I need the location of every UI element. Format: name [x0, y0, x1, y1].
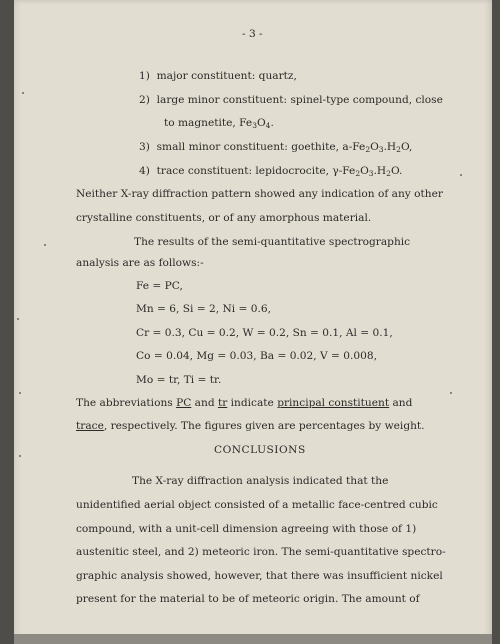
text-run: The abbreviations [76, 397, 177, 409]
paper-speck [460, 174, 462, 176]
paragraph-line: analysis are as follows:- [76, 257, 204, 269]
formula-part: O [256, 117, 266, 129]
page-number: - 3 - [242, 28, 263, 40]
paragraph-line: compound, with a unit-cell dimension agreeing with those of 1) [76, 523, 417, 535]
paragraph-line: graphic analysis showed, however, that there was insufficient nickel [76, 570, 443, 582]
subscript: 2 [386, 169, 391, 178]
paragraph-line: Neither X-ray diffraction pattern showed any indication of any other [76, 188, 443, 200]
element-line: Co = 0.04, Mg = 0.03, Ba = 0.02, V = 0.008, [136, 350, 377, 362]
tr-abbrev: tr [217, 397, 228, 409]
paper-speck [19, 455, 21, 457]
pc-abbrev: PC [176, 397, 192, 409]
element-line: Mo = tr, Ti = tr. [136, 374, 222, 386]
list-item [139, 70, 297, 82]
list-text: large minor constituent: spinel-type compound, close [156, 94, 443, 106]
paper-speck [450, 392, 452, 394]
list-text: to magnetite, Fe [164, 117, 253, 129]
paragraph-line: present for the material to be of meteoric origin. The amount of [76, 593, 420, 605]
paragraph-line: crystalline constituents, or of any amorphous material. [76, 212, 372, 224]
formula-part: O. [390, 165, 403, 177]
list-text: trace constituent: lepidocrocite, γ-Fe [156, 165, 356, 177]
paragraph-line: The results of the semi-quantitative spectrographic [134, 236, 411, 248]
subscript: 3 [252, 121, 257, 130]
document-page [14, 0, 492, 644]
section-heading: CONCLUSIONS [214, 444, 306, 456]
text-run: indicate [227, 397, 278, 409]
trace-term: trace [76, 420, 104, 432]
subscript: 3 [368, 169, 374, 178]
list-continuation: to magnetite, $Fe_3O_4$. [164, 117, 274, 130]
paragraph-line: austenitic steel, and 2) meteoric iron. The semi-quantitative spectro- [76, 546, 446, 558]
subscript: 2 [355, 169, 361, 178]
formula-part: .H [373, 165, 387, 177]
formula-part: O, [400, 141, 413, 153]
abbreviation-line [76, 420, 425, 432]
formula-part: .H [383, 141, 397, 153]
paper-speck [19, 392, 21, 394]
formula-part: O [370, 141, 379, 153]
text-run: , respectively. The figures given are percentages by weight. [103, 420, 425, 432]
abbreviation-line [76, 397, 412, 409]
list-text: small minor constituent: goethite, a-Fe [156, 141, 366, 153]
principal-constituent-term: principal constituent [277, 397, 390, 409]
list-number: 2) [139, 94, 150, 106]
list-number: 3) [139, 141, 150, 153]
list-number: 4) [139, 165, 150, 177]
paragraph-line: unidentified aerial object consisted of a metallic face-centred cubic [76, 499, 438, 511]
text-run: and [191, 397, 218, 409]
subscript: 2 [365, 145, 371, 154]
subscript: 2 [396, 145, 401, 154]
list-text: major constituent: quartz, [156, 70, 297, 82]
list-item [139, 141, 412, 153]
list-number: 1) [139, 70, 150, 82]
element-line: Fe = PC, [136, 280, 183, 292]
subscript: 3 [378, 145, 384, 154]
paper-speck [22, 92, 24, 94]
subscript: 4 [265, 121, 271, 130]
text-run: and [389, 397, 413, 409]
list-item [139, 165, 402, 177]
list-item [139, 94, 443, 106]
element-line: Mn = 6, Si = 2, Ni = 0.6, [136, 303, 271, 315]
element-line: Cr = 0.3, Cu = 0.2, W = 0.2, Sn = 0.1, Al = 0.1, [136, 327, 393, 339]
paper-speck [44, 244, 46, 246]
bottom-edge [14, 634, 492, 644]
paragraph-line: The X-ray diffraction analysis indicated that the [132, 475, 389, 487]
formula-part: O [360, 165, 369, 177]
paper-speck [17, 318, 19, 320]
